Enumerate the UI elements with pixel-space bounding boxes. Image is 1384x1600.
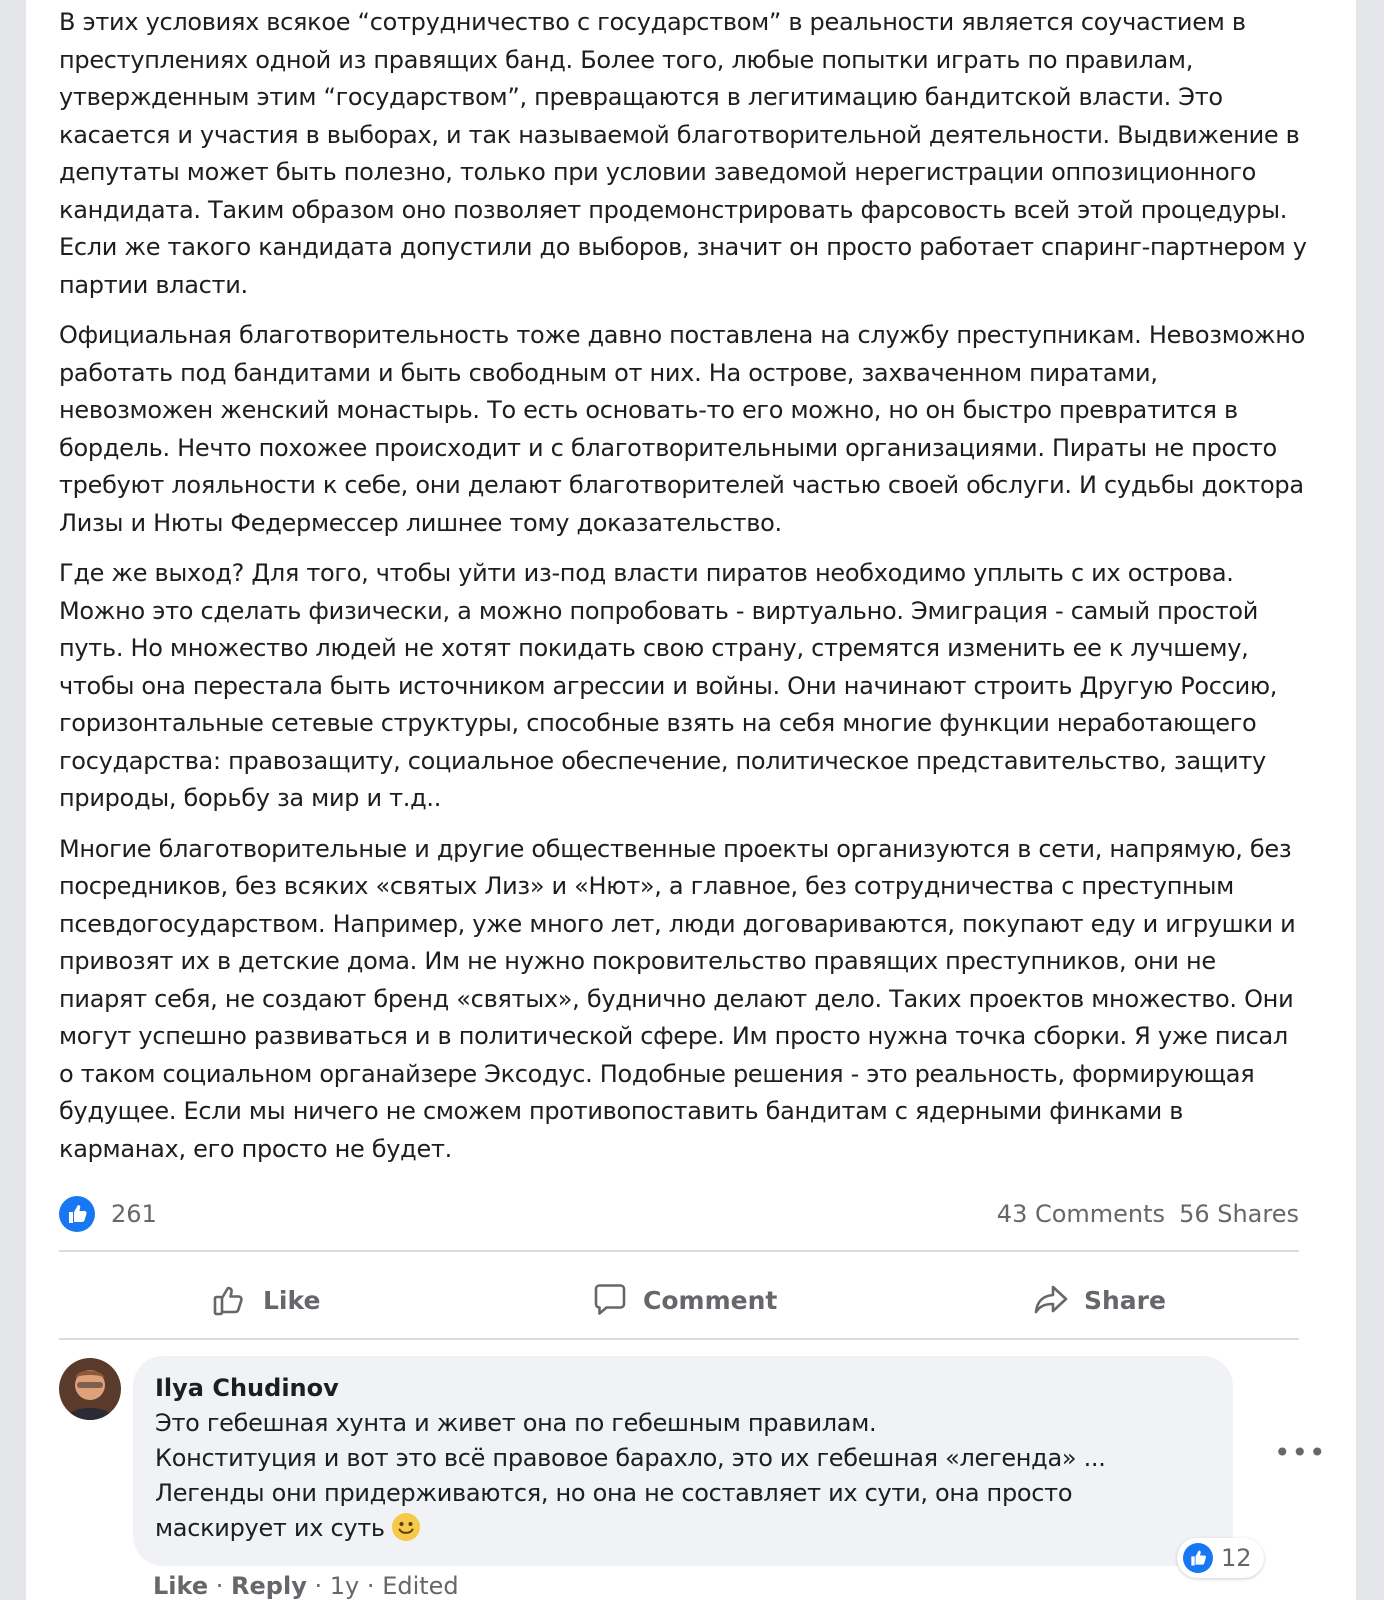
post-paragraph: В этих условиях всякое “сотрудничество с государством” в реальности является соучастием в преступлениях одной из правящих банд. Более того, любые попытки играть по правилам, утвержденным этим “государством”, превращаются в легитимацию бандитской власти. Это касается и участия в выборах, и так называемой благотворительной деятельности. Выдвижение в депутаты может быть полезно, только при условии заведомой нерегистрации оппозиционного кандидата. Таким образом оно позволяет продемонстрировать фарсовость всей этой процедуры. Если же такого кандидата допустили до выборов, значит он просто работает спаринг-партнером у партии власти. bbox=[59, 8, 1307, 299]
divider bbox=[59, 1338, 1299, 1340]
separator: · bbox=[215, 1572, 224, 1600]
comment-reaction-count: 12 bbox=[1221, 1544, 1252, 1572]
divider bbox=[59, 1250, 1299, 1252]
comment-line: Конституция и вот это всё правовое барахло, это их гебешная «легенда» ... bbox=[155, 1444, 1106, 1472]
like-reaction-icon bbox=[1183, 1543, 1213, 1573]
comment-reply-link[interactable]: Reply bbox=[231, 1572, 307, 1600]
stats-right bbox=[983, 1200, 1299, 1228]
share-icon bbox=[1032, 1281, 1070, 1319]
more-options-icon[interactable]: ••• bbox=[1274, 1436, 1327, 1469]
post-action-bar bbox=[59, 1262, 1299, 1338]
smile-emoji-icon bbox=[391, 1512, 421, 1542]
comment-line-last bbox=[155, 1511, 1211, 1546]
like-button[interactable] bbox=[211, 1280, 320, 1320]
post-paragraph: Многие благотворительные и другие общественные проекты организуются в сети, напрямую, без посредников, без всяких «святых Лиз» и «Нют», а главное, без сотрудничества с преступным псевдогосударством. Например, уже много лет, люди договариваются, покупают еду и игрушки и привозят их в детские дома. Им не нужно покровительство правящих преступников, они не пиарят себя, не создают бренд «святых», буднично делают дело. Таких проектов множество. Они могут успешно развиваться и в политической сфере. Им просто нужна точка сборки. Я уже писал о таком социальном органайзере Эксодус. Подобные решения - это реальность, формирующая будущее. Если мы ничего не сможем противопоставить бандитам с ядерными финками в карманах, его просто не будет. bbox=[59, 834, 1296, 1163]
comment-like-link[interactable]: Like bbox=[153, 1572, 209, 1600]
like-button-label: Like bbox=[263, 1285, 321, 1315]
share-button[interactable] bbox=[1032, 1280, 1166, 1320]
comment-actions bbox=[153, 1572, 459, 1600]
post-card bbox=[26, 0, 1356, 1600]
separator: · bbox=[366, 1572, 375, 1600]
comment-icon bbox=[591, 1281, 629, 1319]
shares-count-link[interactable]: 56 Shares bbox=[1179, 1200, 1299, 1228]
comment-author[interactable]: Ilya Chudinov bbox=[155, 1374, 339, 1402]
post-paragraph: Официальная благотворительность тоже давно поставлена на службу преступникам. Невозможно работать под бандитами и быть свободным от них. На острове, захваченном пиратами, невозможен женский монастырь. То есть основать-то его можно, но он быстро превратится в бордель. Нечто похожее происходит и с благотворительными организациями. Пираты не просто требуют лояльности к себе, они делают благотворителей частью своей обслуги. И судьбы доктора Лизы и Нюты Федермессер лишнее тому доказательство. bbox=[59, 321, 1306, 537]
avatar[interactable] bbox=[59, 1358, 121, 1420]
post-stats bbox=[59, 1196, 1299, 1236]
comment-line: Это гебешная хунта и живет она по гебешным правилам. bbox=[155, 1409, 877, 1437]
like-reaction-icon[interactable] bbox=[59, 1196, 95, 1232]
comment-edited[interactable]: Edited bbox=[382, 1572, 459, 1600]
comment-line: Легенды они придерживаются, но она не составляет их сути, она просто bbox=[155, 1479, 1073, 1507]
post-body bbox=[59, 4, 1309, 1181]
comments-count-link[interactable]: 43 Comments bbox=[996, 1200, 1166, 1228]
thumbs-up-icon bbox=[211, 1281, 249, 1319]
like-count[interactable]: 261 bbox=[111, 1200, 157, 1228]
comment-button[interactable] bbox=[591, 1280, 777, 1320]
share-button-label: Share bbox=[1084, 1285, 1166, 1315]
comment-line: маскирует их суть bbox=[155, 1514, 385, 1542]
comment-bubble bbox=[133, 1356, 1233, 1566]
comment-button-label: Comment bbox=[643, 1285, 778, 1315]
post-paragraph: Где же выход? Для того, чтобы уйти из-под власти пиратов необходимо уплыть с их острова. Можно это сделать физически, а можно попробовать - виртуально. Эмиграция - самый простой путь. Но множество людей не хотят покидать свою страну, стремятся изменить ее к лучшему, чтобы она перестала быть источником агрессии и войны. Они начинают строить Другую Россию, горизонтальные сетевые структуры, способные взять на себя многие функции неработающего государства: правозащиту, социальное обеспечение, политическое представительство, защиту природы, борьбу за мир и т.д.. bbox=[59, 559, 1278, 812]
separator: · bbox=[314, 1572, 323, 1600]
comment-age[interactable]: 1y bbox=[329, 1572, 360, 1600]
comment-reactions[interactable] bbox=[1177, 1538, 1264, 1578]
